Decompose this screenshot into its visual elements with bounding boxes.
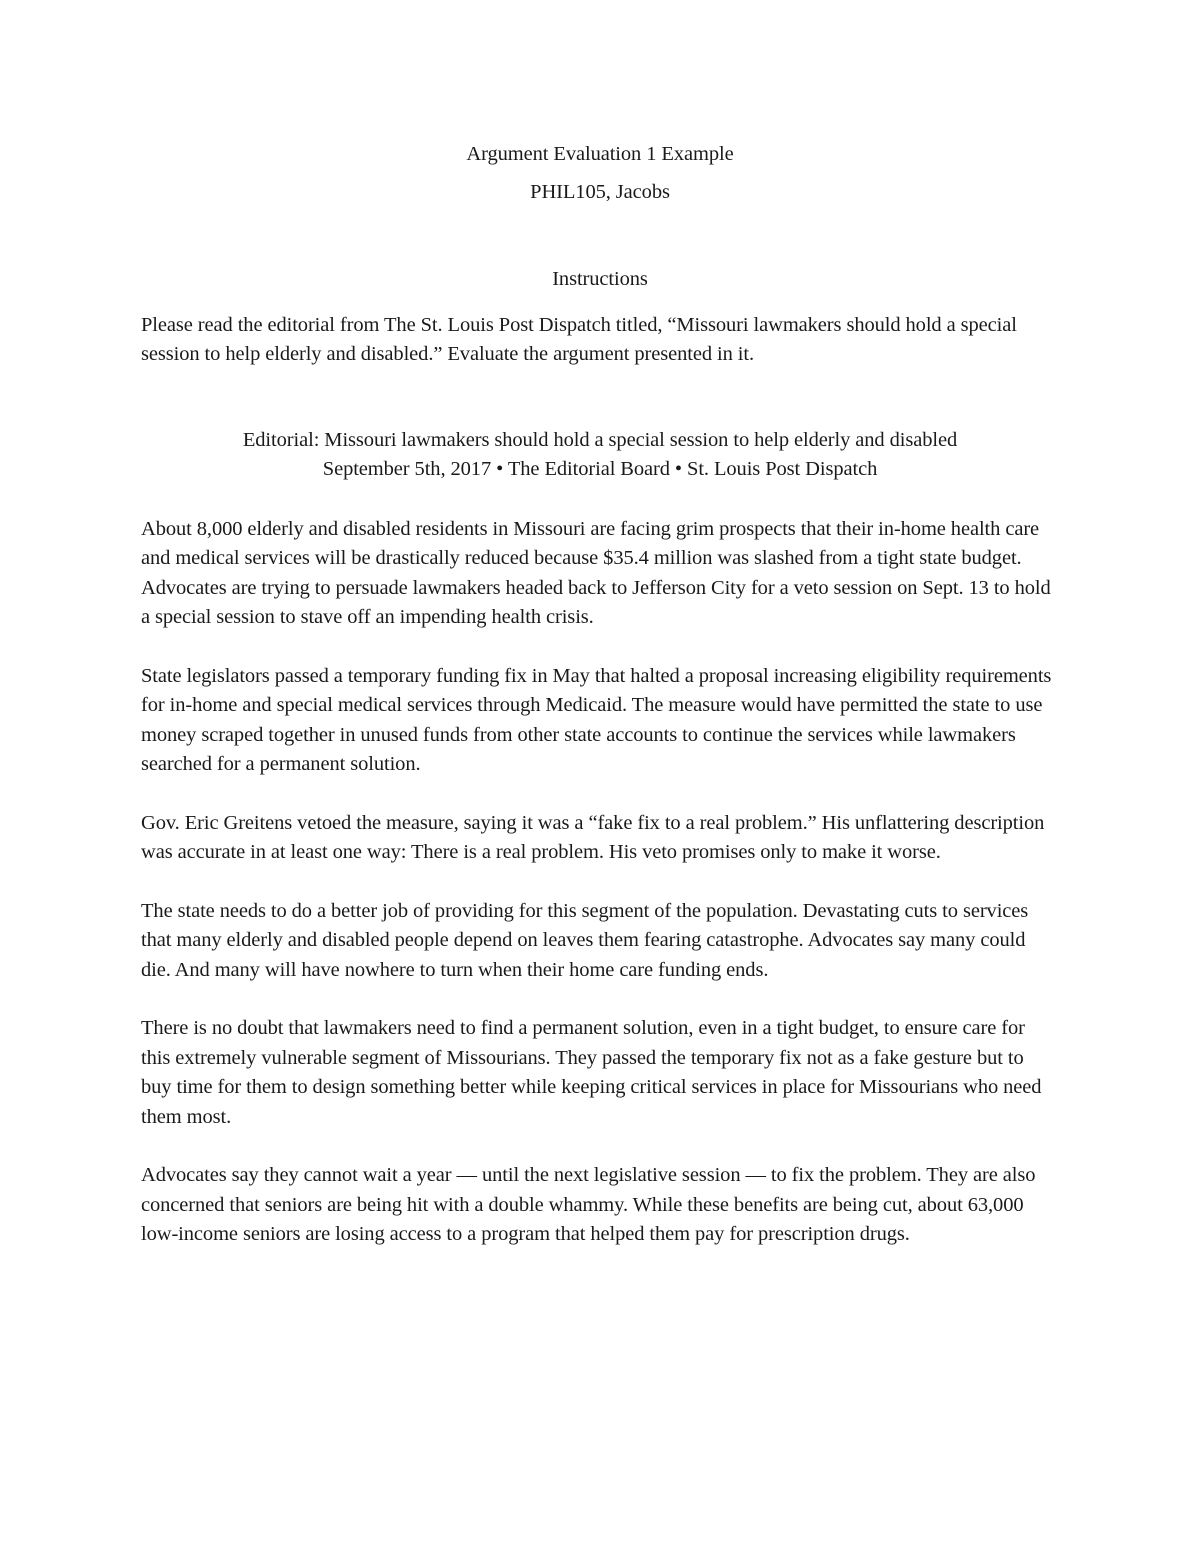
- article-paragraph-4: The state needs to do a better job of providing for this segment of the population. Devastating cuts to services that many elderly and disabled people depend on leaves them fearing catastrophe. Advocates say many could die. And many will have nowhere to turn when their home care funding ends.: [141, 899, 1029, 981]
- instructions-heading: Instructions: [552, 268, 648, 290]
- article-paragraph-6: Advocates say they cannot wait a year — until the next legislative session — to fix the problem. They are also concerned that seniors are being hit with a double whammy. While these benefits are being cut, about 63,000 low-income seniors are losing access to a program that helped them pay for prescription drugs.: [141, 1164, 1036, 1245]
- document-page: [141, 140, 1059, 1250]
- article-paragraph-3: Gov. Eric Greitens vetoed the measure, saying it was a “fake fix to a real problem.” His unflattering description was accurate in at least one way: There is a real problem. His veto promises only to make it worse.: [141, 811, 1045, 863]
- article-paragraph-5: There is no doubt that lawmakers need to find a permanent solution, even in a tight budget, to ensure care for this extremely vulnerable segment of Missourians. They passed the temporary fix not as a fake gesture but to buy time for them to design something better while keeping critical services in place for Missourians who need them most.: [141, 1017, 1042, 1128]
- editorial-byline: September 5th, 2017 • The Editorial Board • St. Louis Post Dispatch: [322, 458, 878, 480]
- instructions-text: Please read the editorial from The St. Louis Post Dispatch titled, “Missouri lawmakers should hold a special session to help elderly and disabled.” Evaluate the argument presented in it.: [141, 313, 1017, 365]
- editorial-title: Editorial: Missouri lawmakers should hold a special session to help elderly and disabled: [242, 428, 958, 451]
- article-paragraph-1: About 8,000 elderly and disabled residents in Missouri are facing grim prospects that their in-home health care and medical services will be drastically reduced because $35.4 million was slashed from a tight state budget. Advocates are trying to persuade lawmakers headed back to Jefferson City for a veto session on Sept. 13 to hold a special session to stave off an impending health crisis.: [141, 517, 1051, 628]
- document-title: Argument Evaluation 1 Example: [466, 143, 734, 165]
- course-line: PHIL105, Jacobs: [530, 180, 670, 203]
- article-paragraph-2: State legislators passed a temporary funding fix in May that halted a proposal increasing eligibility requirements for in-home and special medical services through Medicaid. The measure would have permitted the state to use money scraped together in unused funds from other state accounts to continue the services while lawmakers searched for a permanent solution.: [141, 664, 1052, 775]
